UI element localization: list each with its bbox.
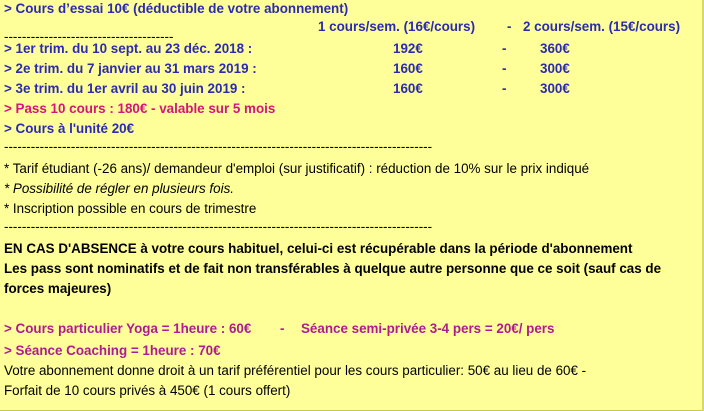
col1-header: 1 cours/sem. (16€/cours)	[318, 19, 476, 34]
absence-line-1: EN CAS D'ABSENCE à votre cours habituel, celui-ci est récupérable dans la période d'abonnement	[4, 241, 633, 256]
trimester-2-price1: 160€	[393, 61, 423, 76]
separator-short: --------------------------------------	[4, 29, 174, 44]
trial-label: > Cours d’essai 10€ (déductible de votre abonnement)	[4, 1, 349, 16]
unit-price: > Cours à l'unité 20€	[4, 121, 135, 136]
subscription-line-1: Votre abonnement donne droit à un tarif préférentiel pour les cours particulier: 50€ au lieu de 60€ -	[4, 363, 587, 378]
note-student: * Tarif étudiant (-26 ans)/ demandeur d'emploi (sur justificatif) : réduction de 10% sur le prix indiqué	[4, 161, 590, 176]
private-sep: -	[280, 321, 285, 336]
subscription-line-2: Forfait de 10 cours privés à 450€ (1 cours offert)	[4, 383, 291, 398]
private-semi: Séance semi-privée 3-4 pers = 20€/ pers	[301, 321, 555, 336]
trimester-3-price2: 300€	[540, 81, 570, 96]
col-header-sep: -	[507, 19, 512, 34]
trimester-1-price1: 192€	[393, 41, 423, 56]
absence-line-2: Les pass sont nominatifs et de fait non transférables à quelque autre personne que ce soit (sauf cas de	[4, 261, 662, 276]
separator-long-2: ------------------------------------------------------------------------------------------------	[4, 219, 433, 234]
absence-line-3: forces majeures)	[4, 281, 112, 296]
trimester-3-sep: -	[502, 81, 507, 96]
trimester-3-label: > 3e trim. du 1er avril au 30 juin 2019 :	[4, 81, 246, 96]
private-coaching: > Séance Coaching = 1heure : 70€	[4, 343, 221, 358]
trimester-2-label: > 2e trim. du 7 janvier au 31 mars 2019 :	[4, 61, 257, 76]
trimester-1-price2: 360€	[540, 41, 570, 56]
trimester-3-price1: 160€	[393, 81, 423, 96]
trimester-1-sep: -	[502, 41, 507, 56]
trimester-1-label: > 1er trim. du 10 sept. au 23 déc. 2018 :	[4, 41, 253, 56]
pass10-offer: > Pass 10 cours : 180€ - valable sur 5 mois	[4, 101, 276, 116]
separator-long-1: ------------------------------------------------------------------------------------------------	[4, 139, 433, 154]
note-registration: * Inscription possible en cours de trimestre	[4, 201, 257, 216]
trimester-2-price2: 300€	[540, 61, 570, 76]
col2-header: 2 cours/sem. (15€/cours)	[523, 19, 681, 34]
note-payment: * Possibilité de régler en plusieurs fois.	[4, 181, 234, 196]
private-yoga: > Cours particulier Yoga = 1heure : 60€	[4, 321, 252, 336]
trimester-2-sep: -	[502, 61, 507, 76]
